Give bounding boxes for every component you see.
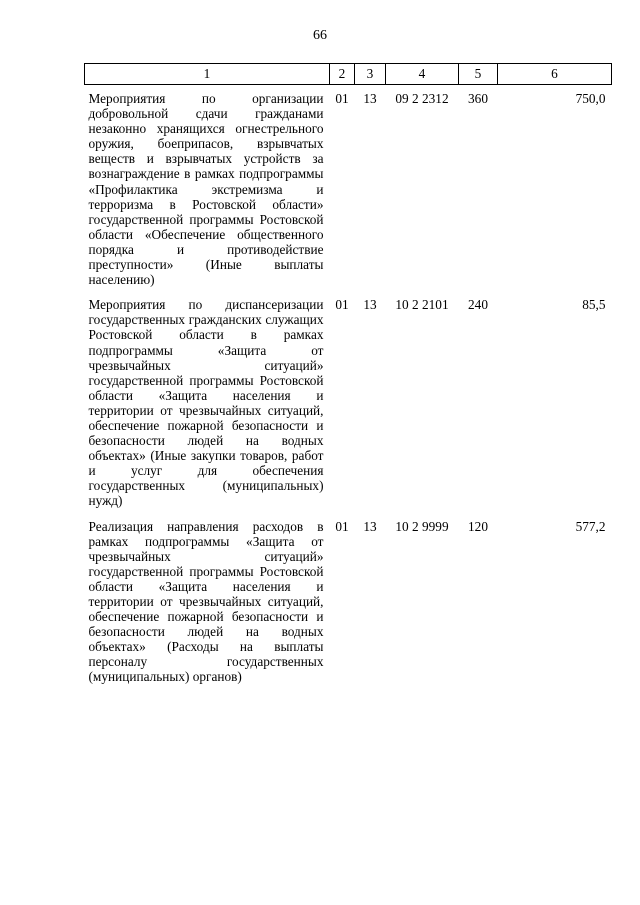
column-header-expense-type: 5	[459, 64, 498, 85]
column-header-amount: 6	[498, 64, 612, 85]
row-target-article: 10 2 9999	[395, 518, 449, 534]
row-amount: 750,0	[575, 91, 606, 106]
table-body	[85, 85, 612, 685]
column-header-description: 1	[85, 64, 330, 85]
table-row	[85, 513, 612, 685]
row-subsection: 13	[363, 297, 377, 313]
row-target-article: 10 2 2101	[395, 297, 449, 313]
row-target-article: 09 2 2312	[395, 91, 449, 106]
row-description: Мероприятия по организации добровольной сдачи гражданами незаконно хранящихся огнестрельного оружия, боеприпасов, взрывчатых веществ и взрывчатых устройств за вознаграждение в рамках подпрограммы «Профилактика экстремизма и терроризма в Ростовской области» государственной программы Ростовской области «Обеспечение общественного порядка и противодействие преступности» (Иные выплаты населению)	[88, 91, 324, 288]
column-header-section: 2	[330, 64, 355, 85]
budget-table	[84, 63, 612, 685]
row-expense-type: 360	[468, 91, 488, 106]
row-section: 01	[335, 91, 349, 106]
table-row	[85, 85, 612, 292]
table-row	[85, 291, 612, 512]
row-section: 01	[335, 518, 349, 534]
row-subsection: 13	[363, 518, 377, 534]
row-expense-type: 120	[468, 518, 488, 534]
row-amount: 85,5	[582, 297, 606, 313]
row-subsection: 13	[363, 91, 377, 106]
row-description: Реализация направления расходов в рамках подпрограммы «Защита от чрезвычайных ситуаций» государственной программы Ростовской области «Защита населения и территории от чрезвычайных ситуаций, обеспечение пожарной безопасности и безопасности людей на водных объектах» (Расходы на выплаты персоналу государственных (муниципальных) органов)	[88, 518, 324, 685]
header-row	[85, 64, 612, 85]
row-description: Мероприятия по диспансеризации государственных гражданских служащих Ростовской области в рамках подпрограммы «Защита от чрезвычайных ситуаций» государственной программы Ростовской области «Защита населения и территории от чрезвычайных ситуаций, обеспечение пожарной безопасности и безопасности людей на водных объектах» (Иные закупки товаров, работ и услуг для обеспечения государственных (муниципальных) нужд)	[88, 297, 324, 509]
row-expense-type: 240	[468, 297, 488, 313]
column-header-target-article: 4	[386, 64, 459, 85]
column-header-subsection: 3	[355, 64, 386, 85]
row-section: 01	[335, 297, 349, 313]
page-number: 66	[313, 28, 327, 43]
table-header	[85, 64, 612, 85]
row-amount: 577,2	[575, 518, 606, 534]
